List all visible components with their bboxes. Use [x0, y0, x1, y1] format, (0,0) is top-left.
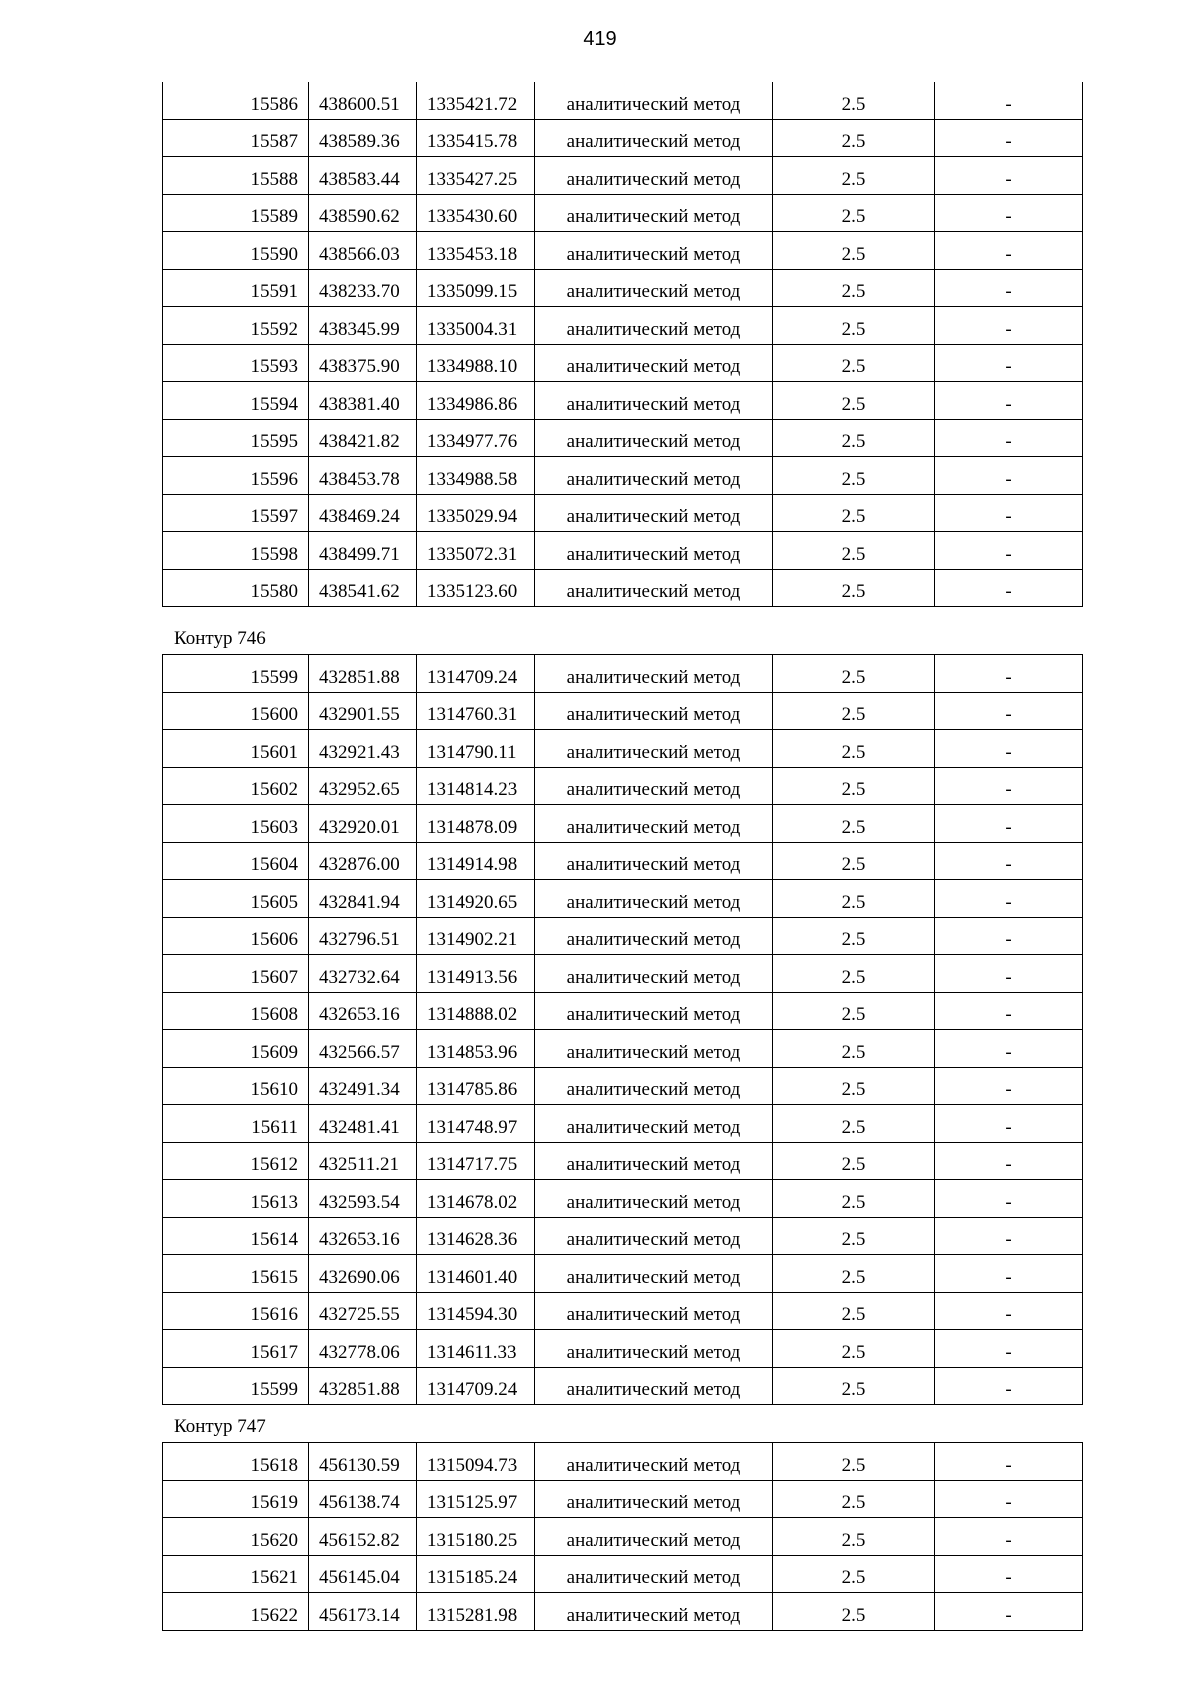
y-coordinate: 1314709.24 — [417, 655, 535, 693]
note: - — [935, 955, 1083, 993]
note: - — [935, 344, 1083, 382]
y-coordinate: 1334988.10 — [417, 344, 535, 382]
point-number: 15595 — [163, 419, 309, 457]
y-coordinate: 1315094.73 — [417, 1443, 535, 1481]
note: - — [935, 532, 1083, 570]
y-coordinate: 1314594.30 — [417, 1292, 535, 1330]
method: аналитический метод — [535, 1067, 773, 1105]
table-row — [163, 1330, 1083, 1368]
table-row — [163, 82, 1083, 119]
point-number: 15586 — [163, 82, 309, 119]
point-number: 15621 — [163, 1555, 309, 1593]
point-number: 15605 — [163, 880, 309, 918]
x-coordinate: 432876.00 — [309, 842, 417, 880]
coordinate-table — [162, 1442, 1083, 1631]
accuracy: 2.5 — [773, 1255, 935, 1293]
table-row — [163, 1292, 1083, 1330]
accuracy: 2.5 — [773, 307, 935, 345]
y-coordinate: 1314902.21 — [417, 917, 535, 955]
x-coordinate: 456138.74 — [309, 1480, 417, 1518]
y-coordinate: 1335004.31 — [417, 307, 535, 345]
x-coordinate: 438381.40 — [309, 382, 417, 420]
y-coordinate: 1335029.94 — [417, 494, 535, 532]
method: аналитический метод — [535, 730, 773, 768]
table-row — [163, 730, 1083, 768]
note: - — [935, 569, 1083, 607]
x-coordinate: 438589.36 — [309, 119, 417, 157]
point-number: 15603 — [163, 805, 309, 843]
point-number: 15588 — [163, 157, 309, 195]
accuracy: 2.5 — [773, 119, 935, 157]
note: - — [935, 692, 1083, 730]
x-coordinate: 432920.01 — [309, 805, 417, 843]
y-coordinate: 1314611.33 — [417, 1330, 535, 1368]
y-coordinate: 1335099.15 — [417, 269, 535, 307]
method: аналитический метод — [535, 419, 773, 457]
point-number: 15613 — [163, 1180, 309, 1218]
y-coordinate: 1315185.24 — [417, 1555, 535, 1593]
method: аналитический метод — [535, 1555, 773, 1593]
table-row — [163, 194, 1083, 232]
y-coordinate: 1314748.97 — [417, 1105, 535, 1143]
point-number: 15598 — [163, 532, 309, 570]
point-number: 15601 — [163, 730, 309, 768]
table-row — [163, 992, 1083, 1030]
note: - — [935, 1367, 1083, 1405]
note: - — [935, 457, 1083, 495]
method: аналитический метод — [535, 655, 773, 693]
note: - — [935, 1255, 1083, 1293]
note: - — [935, 1142, 1083, 1180]
accuracy: 2.5 — [773, 382, 935, 420]
accuracy: 2.5 — [773, 692, 935, 730]
x-coordinate: 432481.41 — [309, 1105, 417, 1143]
table-row — [163, 157, 1083, 195]
y-coordinate: 1335072.31 — [417, 532, 535, 570]
method: аналитический метод — [535, 1518, 773, 1556]
x-coordinate: 438600.51 — [309, 82, 417, 119]
note: - — [935, 1217, 1083, 1255]
accuracy: 2.5 — [773, 1142, 935, 1180]
point-number: 15580 — [163, 569, 309, 607]
accuracy: 2.5 — [773, 1292, 935, 1330]
contour-label: Контур 747 — [174, 1416, 266, 1437]
table-row — [163, 1443, 1083, 1481]
method: аналитический метод — [535, 457, 773, 495]
y-coordinate: 1314628.36 — [417, 1217, 535, 1255]
note: - — [935, 730, 1083, 768]
accuracy: 2.5 — [773, 1555, 935, 1593]
point-number: 15620 — [163, 1518, 309, 1556]
table-row — [163, 805, 1083, 843]
y-coordinate: 1314878.09 — [417, 805, 535, 843]
table-row — [163, 307, 1083, 345]
point-number: 15597 — [163, 494, 309, 532]
table-row — [163, 1255, 1083, 1293]
method: аналитический метод — [535, 307, 773, 345]
x-coordinate: 432491.34 — [309, 1067, 417, 1105]
table-row — [163, 1142, 1083, 1180]
accuracy: 2.5 — [773, 955, 935, 993]
coordinate-table-section — [162, 617, 1082, 1405]
accuracy: 2.5 — [773, 655, 935, 693]
x-coordinate: 438590.62 — [309, 194, 417, 232]
accuracy: 2.5 — [773, 842, 935, 880]
contour-label: Контур 746 — [174, 628, 266, 649]
coordinate-table — [162, 654, 1083, 1405]
y-coordinate: 1314814.23 — [417, 767, 535, 805]
table-row — [163, 1367, 1083, 1405]
x-coordinate: 432732.64 — [309, 955, 417, 993]
table-row — [163, 344, 1083, 382]
coordinate-table-section — [162, 82, 1082, 607]
note: - — [935, 1105, 1083, 1143]
table-row — [163, 1030, 1083, 1068]
table-row — [163, 692, 1083, 730]
method: аналитический метод — [535, 382, 773, 420]
y-coordinate: 1314717.75 — [417, 1142, 535, 1180]
x-coordinate: 438583.44 — [309, 157, 417, 195]
accuracy: 2.5 — [773, 730, 935, 768]
accuracy: 2.5 — [773, 1217, 935, 1255]
method: аналитический метод — [535, 269, 773, 307]
accuracy: 2.5 — [773, 767, 935, 805]
method: аналитический метод — [535, 917, 773, 955]
accuracy: 2.5 — [773, 82, 935, 119]
method: аналитический метод — [535, 1105, 773, 1143]
point-number: 15607 — [163, 955, 309, 993]
x-coordinate: 438541.62 — [309, 569, 417, 607]
table-row — [163, 382, 1083, 420]
table-row — [163, 842, 1083, 880]
method: аналитический метод — [535, 1142, 773, 1180]
x-coordinate: 438566.03 — [309, 232, 417, 270]
accuracy: 2.5 — [773, 1518, 935, 1556]
table-row — [163, 232, 1083, 270]
method: аналитический метод — [535, 1330, 773, 1368]
point-number: 15614 — [163, 1217, 309, 1255]
point-number: 15589 — [163, 194, 309, 232]
x-coordinate: 432901.55 — [309, 692, 417, 730]
table-row — [163, 880, 1083, 918]
y-coordinate: 1314760.31 — [417, 692, 535, 730]
table-row — [163, 119, 1083, 157]
accuracy: 2.5 — [773, 1330, 935, 1368]
y-coordinate: 1314790.11 — [417, 730, 535, 768]
x-coordinate: 432593.54 — [309, 1180, 417, 1218]
y-coordinate: 1314601.40 — [417, 1255, 535, 1293]
table-row — [163, 1593, 1083, 1631]
point-number: 15590 — [163, 232, 309, 270]
x-coordinate: 456173.14 — [309, 1593, 417, 1631]
accuracy: 2.5 — [773, 1105, 935, 1143]
method: аналитический метод — [535, 1255, 773, 1293]
y-coordinate: 1314853.96 — [417, 1030, 535, 1068]
table-row — [163, 1217, 1083, 1255]
note: - — [935, 232, 1083, 270]
accuracy: 2.5 — [773, 1067, 935, 1105]
accuracy: 2.5 — [773, 157, 935, 195]
y-coordinate: 1314914.98 — [417, 842, 535, 880]
x-coordinate: 432851.88 — [309, 655, 417, 693]
accuracy: 2.5 — [773, 1180, 935, 1218]
method: аналитический метод — [535, 232, 773, 270]
y-coordinate: 1314888.02 — [417, 992, 535, 1030]
note: - — [935, 382, 1083, 420]
method: аналитический метод — [535, 1180, 773, 1218]
note: - — [935, 194, 1083, 232]
x-coordinate: 432778.06 — [309, 1330, 417, 1368]
point-number: 15592 — [163, 307, 309, 345]
point-number: 15611 — [163, 1105, 309, 1143]
x-coordinate: 432851.88 — [309, 1367, 417, 1405]
note: - — [935, 157, 1083, 195]
page-number: 419 — [583, 28, 617, 50]
y-coordinate: 1334986.86 — [417, 382, 535, 420]
note: - — [935, 767, 1083, 805]
table-row — [163, 1480, 1083, 1518]
point-number: 15612 — [163, 1142, 309, 1180]
x-coordinate: 432952.65 — [309, 767, 417, 805]
y-coordinate: 1335453.18 — [417, 232, 535, 270]
point-number: 15599 — [163, 655, 309, 693]
x-coordinate: 432511.21 — [309, 1142, 417, 1180]
x-coordinate: 456130.59 — [309, 1443, 417, 1481]
accuracy: 2.5 — [773, 1367, 935, 1405]
method: аналитический метод — [535, 692, 773, 730]
accuracy: 2.5 — [773, 344, 935, 382]
note: - — [935, 917, 1083, 955]
point-number: 15610 — [163, 1067, 309, 1105]
y-coordinate: 1314678.02 — [417, 1180, 535, 1218]
method: аналитический метод — [535, 992, 773, 1030]
method: аналитический метод — [535, 1443, 773, 1481]
x-coordinate: 432690.06 — [309, 1255, 417, 1293]
point-number: 15596 — [163, 457, 309, 495]
point-number: 15591 — [163, 269, 309, 307]
table-row — [163, 917, 1083, 955]
note: - — [935, 307, 1083, 345]
x-coordinate: 438233.70 — [309, 269, 417, 307]
note: - — [935, 1330, 1083, 1368]
accuracy: 2.5 — [773, 1443, 935, 1481]
x-coordinate: 438421.82 — [309, 419, 417, 457]
note: - — [935, 1555, 1083, 1593]
x-coordinate: 438375.90 — [309, 344, 417, 382]
accuracy: 2.5 — [773, 917, 935, 955]
point-number: 15615 — [163, 1255, 309, 1293]
method: аналитический метод — [535, 1217, 773, 1255]
accuracy: 2.5 — [773, 1480, 935, 1518]
table-row — [163, 1518, 1083, 1556]
point-number: 15602 — [163, 767, 309, 805]
x-coordinate: 432653.16 — [309, 1217, 417, 1255]
note: - — [935, 1030, 1083, 1068]
y-coordinate: 1314920.65 — [417, 880, 535, 918]
table-row — [163, 1105, 1083, 1143]
x-coordinate: 432566.57 — [309, 1030, 417, 1068]
y-coordinate: 1335415.78 — [417, 119, 535, 157]
point-number: 15593 — [163, 344, 309, 382]
method: аналитический метод — [535, 1367, 773, 1405]
method: аналитический метод — [535, 569, 773, 607]
coordinate-table-section — [162, 1405, 1082, 1631]
coordinate-table — [162, 82, 1083, 607]
method: аналитический метод — [535, 842, 773, 880]
method: аналитический метод — [535, 1593, 773, 1631]
point-number: 15618 — [163, 1443, 309, 1481]
note: - — [935, 842, 1083, 880]
note: - — [935, 1067, 1083, 1105]
note: - — [935, 82, 1083, 119]
y-coordinate: 1315281.98 — [417, 1593, 535, 1631]
y-coordinate: 1314913.56 — [417, 955, 535, 993]
method: аналитический метод — [535, 194, 773, 232]
point-number: 15616 — [163, 1292, 309, 1330]
point-number: 15600 — [163, 692, 309, 730]
method: аналитический метод — [535, 119, 773, 157]
point-number: 15622 — [163, 1593, 309, 1631]
x-coordinate: 456152.82 — [309, 1518, 417, 1556]
y-coordinate: 1335123.60 — [417, 569, 535, 607]
point-number: 15587 — [163, 119, 309, 157]
method: аналитический метод — [535, 1480, 773, 1518]
x-coordinate: 432841.94 — [309, 880, 417, 918]
method: аналитический метод — [535, 880, 773, 918]
method: аналитический метод — [535, 344, 773, 382]
x-coordinate: 456145.04 — [309, 1555, 417, 1593]
accuracy: 2.5 — [773, 532, 935, 570]
table-row — [163, 532, 1083, 570]
accuracy: 2.5 — [773, 992, 935, 1030]
table-row — [163, 1180, 1083, 1218]
point-number: 15617 — [163, 1330, 309, 1368]
y-coordinate: 1314785.86 — [417, 1067, 535, 1105]
y-coordinate: 1335421.72 — [417, 82, 535, 119]
x-coordinate: 432921.43 — [309, 730, 417, 768]
method: аналитический метод — [535, 805, 773, 843]
y-coordinate: 1314709.24 — [417, 1367, 535, 1405]
table-row — [163, 655, 1083, 693]
point-number: 15606 — [163, 917, 309, 955]
x-coordinate: 432653.16 — [309, 992, 417, 1030]
accuracy: 2.5 — [773, 457, 935, 495]
note: - — [935, 1292, 1083, 1330]
accuracy: 2.5 — [773, 1593, 935, 1631]
accuracy: 2.5 — [773, 232, 935, 270]
accuracy: 2.5 — [773, 569, 935, 607]
note: - — [935, 805, 1083, 843]
table-row — [163, 494, 1083, 532]
y-coordinate: 1315125.97 — [417, 1480, 535, 1518]
table-row — [163, 955, 1083, 993]
y-coordinate: 1334977.76 — [417, 419, 535, 457]
accuracy: 2.5 — [773, 880, 935, 918]
table-row — [163, 569, 1083, 607]
note: - — [935, 1593, 1083, 1631]
y-coordinate: 1335430.60 — [417, 194, 535, 232]
note: - — [935, 1518, 1083, 1556]
method: аналитический метод — [535, 1292, 773, 1330]
y-coordinate: 1334988.58 — [417, 457, 535, 495]
method: аналитический метод — [535, 494, 773, 532]
point-number: 15604 — [163, 842, 309, 880]
method: аналитический метод — [535, 532, 773, 570]
x-coordinate: 438453.78 — [309, 457, 417, 495]
note: - — [935, 1180, 1083, 1218]
table-row — [163, 457, 1083, 495]
accuracy: 2.5 — [773, 269, 935, 307]
x-coordinate: 432725.55 — [309, 1292, 417, 1330]
y-coordinate: 1315180.25 — [417, 1518, 535, 1556]
table-row — [163, 419, 1083, 457]
note: - — [935, 655, 1083, 693]
point-number: 15609 — [163, 1030, 309, 1068]
point-number: 15599 — [163, 1367, 309, 1405]
accuracy: 2.5 — [773, 194, 935, 232]
table-row — [163, 1555, 1083, 1593]
note: - — [935, 992, 1083, 1030]
method: аналитический метод — [535, 157, 773, 195]
note: - — [935, 269, 1083, 307]
note: - — [935, 419, 1083, 457]
method: аналитический метод — [535, 82, 773, 119]
table-row — [163, 269, 1083, 307]
x-coordinate: 438469.24 — [309, 494, 417, 532]
method: аналитический метод — [535, 767, 773, 805]
point-number: 15619 — [163, 1480, 309, 1518]
x-coordinate: 432796.51 — [309, 917, 417, 955]
method: аналитический метод — [535, 1030, 773, 1068]
point-number: 15594 — [163, 382, 309, 420]
x-coordinate: 438499.71 — [309, 532, 417, 570]
accuracy: 2.5 — [773, 494, 935, 532]
accuracy: 2.5 — [773, 1030, 935, 1068]
note: - — [935, 880, 1083, 918]
x-coordinate: 438345.99 — [309, 307, 417, 345]
note: - — [935, 1480, 1083, 1518]
table-row — [163, 1067, 1083, 1105]
method: аналитический метод — [535, 955, 773, 993]
y-coordinate: 1335427.25 — [417, 157, 535, 195]
note: - — [935, 494, 1083, 532]
note: - — [935, 119, 1083, 157]
note: - — [935, 1443, 1083, 1481]
table-row — [163, 767, 1083, 805]
accuracy: 2.5 — [773, 419, 935, 457]
point-number: 15608 — [163, 992, 309, 1030]
accuracy: 2.5 — [773, 805, 935, 843]
